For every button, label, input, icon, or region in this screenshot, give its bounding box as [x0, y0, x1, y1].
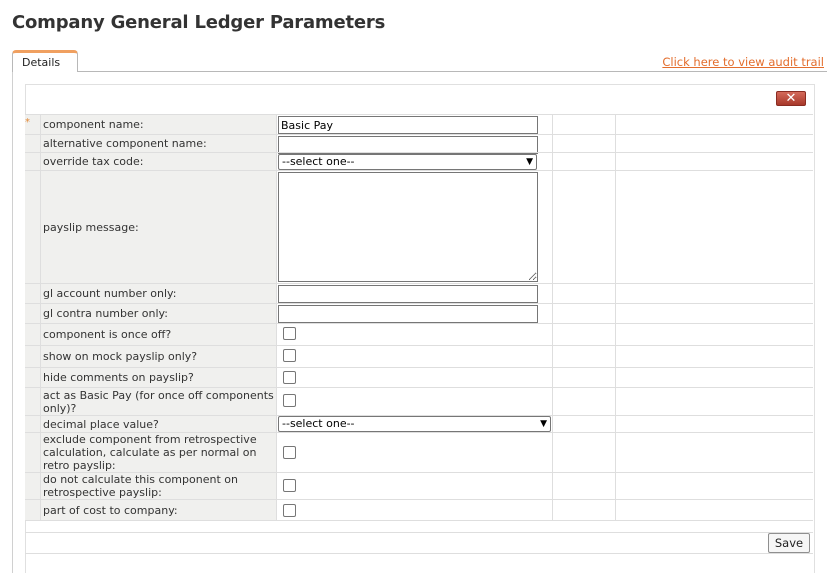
component-name-input[interactable]: [278, 116, 538, 134]
override-tax-code-label: override tax code:: [40, 153, 277, 170]
form-row-payslip-message: [25, 170, 813, 283]
override-tax-code-selected: --select one--: [282, 155, 355, 168]
audit-trail-link[interactable]: Click here to view audit trail: [662, 55, 824, 69]
hide-comments-label: hide comments on payslip?: [40, 368, 277, 387]
form-row-mock-payslip: [25, 345, 813, 367]
form-row-alt-component-name: [25, 134, 813, 152]
hide-comments-checkbox[interactable]: [283, 371, 296, 384]
close-icon: ✕: [785, 91, 797, 106]
once-off-checkbox[interactable]: [283, 327, 296, 340]
form-row-exclude-retro: [25, 432, 813, 472]
tab-details[interactable]: Details: [12, 50, 78, 72]
mock-payslip-label: show on mock payslip only?: [40, 346, 277, 367]
form-row-decimal-place: [25, 415, 813, 432]
page-title: Company General Ledger Parameters: [12, 12, 386, 33]
override-tax-code-select[interactable]: [278, 154, 537, 170]
form-row-gl-contra: [25, 303, 813, 323]
form-row-no-retro-calc: [25, 472, 813, 499]
form-row-act-as-basic: [25, 387, 813, 415]
once-off-label: component is once off?: [40, 324, 277, 345]
chevron-down-icon: ▼: [540, 419, 547, 429]
required-marker: *: [25, 117, 30, 128]
exclude-retro-label: exclude component from retrospective calculation, calculate as per normal on retro payslip:: [40, 433, 277, 472]
act-as-basic-label: act as Basic Pay (for once off components only)?: [40, 388, 277, 415]
payslip-message-textarea[interactable]: [278, 172, 538, 282]
action-bar: [25, 532, 813, 554]
chevron-down-icon: ▼: [526, 157, 533, 167]
save-button[interactable]: Save: [768, 533, 810, 553]
close-button[interactable]: [776, 91, 806, 106]
form-row-once-off: [25, 323, 813, 345]
no-retro-calc-label: do not calculate this component on retrospective payslip:: [40, 473, 277, 499]
component-name-label: component name:: [40, 115, 277, 134]
mock-payslip-checkbox[interactable]: [283, 349, 296, 362]
form-row-cost-to-company: [25, 499, 813, 521]
decimal-place-selected: --select one--: [282, 417, 355, 430]
gl-contra-number-label: gl contra number only:: [40, 304, 277, 323]
form-row-gl-account: [25, 283, 813, 303]
payslip-message-label: payslip message:: [40, 171, 277, 283]
gl-account-number-input[interactable]: [278, 285, 538, 303]
no-retro-calc-checkbox[interactable]: [283, 479, 296, 492]
act-as-basic-checkbox[interactable]: [283, 394, 296, 407]
decimal-place-select[interactable]: [278, 416, 551, 432]
form-row-hide-comments: [25, 367, 813, 387]
form-row-component-name: [25, 114, 813, 134]
cost-to-company-checkbox[interactable]: [283, 504, 296, 517]
alt-component-name-label: alternative component name:: [40, 135, 277, 152]
exclude-retro-checkbox[interactable]: [283, 446, 296, 459]
form-row-override-tax-code: [25, 152, 813, 170]
decimal-place-label: decimal place value?: [40, 416, 277, 432]
cost-to-company-label: part of cost to company:: [40, 500, 277, 520]
gl-account-number-label: gl account number only:: [40, 284, 277, 303]
gl-contra-number-input[interactable]: [278, 305, 538, 323]
